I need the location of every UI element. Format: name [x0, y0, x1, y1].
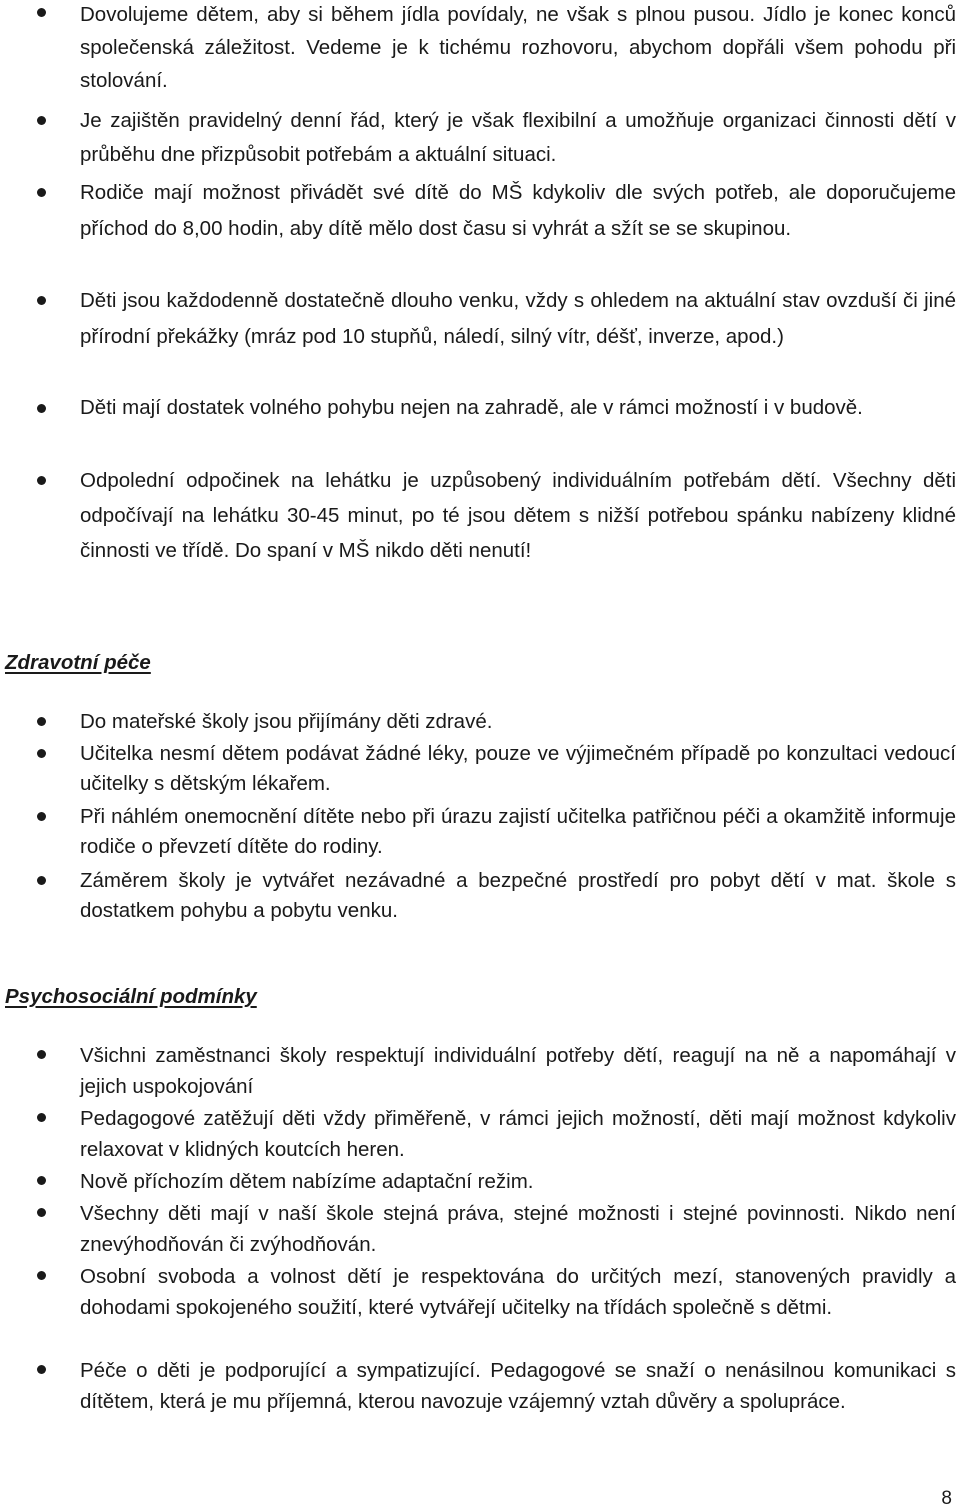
list-item: Odpolední odpočinek na lehátku je uzpůsobený individuálním potřebám dětí. Všechny děti odpočívají na lehátku 30-45 minut, po té jsou dětem s nižší potřebou spánku nabízeny klidné činnosti ve třídě. Do spaní v MŠ nikdo děti nenutí! — [80, 469, 956, 562]
list-bullet — [37, 476, 46, 485]
list-item: Rodiče mají možnost přivádět své dítě do MŠ kdykoliv dle svých potřeb, ale doporučujeme příchod do 8,00 hodin, aby dítě mělo dost času si vyhrát a sžít se se skupinou. — [80, 181, 956, 240]
list-item: Osobní svoboda a volnost dětí je respektována do určitých mezí, stanovených pravidly a dohodami spokojeného soužití, které vytvářejí učitelky na třídách společně s dětmi. — [80, 1265, 956, 1319]
list-bullet — [37, 1050, 46, 1059]
list-bullet — [37, 116, 46, 125]
list-item: Při náhlém onemocnění dítěte nebo při úrazu zajistí učitelka patřičnou péči a okamžitě informuje rodiče o převzetí dítěte do rodiny. — [80, 805, 956, 858]
list-item: Všechny děti mají v naší škole stejná práva, stejné možnosti i stejné povinnosti. Nikdo není znevýhodňován či zvýhodňován. — [80, 1202, 956, 1256]
list-bullet — [37, 1365, 46, 1374]
list-item: Všichni zaměstnanci školy respektují individuální potřeby dětí, reagují na ně a napomáhají v jejich uspokojování — [80, 1044, 956, 1098]
list-bullet — [37, 8, 46, 17]
list-item: Děti mají dostatek volného pohybu nejen na zahradě, ale v rámci možností i v budově. — [80, 396, 863, 419]
list-item: Dovolujeme dětem, aby si během jídla povídaly, ne však s plnou pusou. Jídlo je konec konců společenská záležitost. Vedeme je k tichému rozhovoru, abychom dopřáli všem pohodu při stolování. — [80, 3, 956, 92]
list-bullet — [37, 404, 46, 413]
list-bullet — [37, 717, 46, 726]
list-item: Nově příchozím dětem nabízíme adaptační režim. — [80, 1170, 534, 1193]
list-bullet — [37, 876, 46, 885]
list-item: Je zajištěn pravidelný denní řád, který je však flexibilní a umožňuje organizaci činnosti dětí v průběhu dne přizpůsobit potřebám a aktuální situaci. — [80, 109, 956, 166]
list-bullet — [37, 1208, 46, 1217]
list-bullet — [37, 1271, 46, 1280]
list-bullet — [37, 296, 46, 305]
list-item: Pedagogové zatěžují děti vždy přiměřeně, v rámci jejich možností, děti mají možnost kdykoliv relaxovat v klidných koutcích heren. — [80, 1107, 956, 1161]
list-bullet — [37, 1176, 46, 1185]
list-bullet — [37, 749, 46, 758]
list-item: Děti jsou každodenně dostatečně dlouho venku, vždy s ohledem na aktuální stav ovzduší či jiné přírodní překážky (mráz pod 10 stupňů, náledí, silný vítr, déšť, inverze, apod.) — [80, 289, 956, 348]
section-heading-health-care: Zdravotní péče — [5, 651, 151, 674]
list-bullet — [37, 1113, 46, 1122]
list-item: Záměrem školy je vytvářet nezávadné a bezpečné prostředí pro pobyt dětí v mat. škole s dostatkem pohybu a pobytu venku. — [80, 869, 956, 922]
list-item: Péče o děti je podporující a sympatizující. Pedagogové se snaží o nenásilnou komunikaci s dítětem, která je mu příjemná, kterou navozuje vzájemný vztah důvěry a spolupráce. — [80, 1359, 956, 1413]
list-item: Učitelka nesmí dětem podávat žádné léky, pouze ve výjimečném případě po konzultaci vedoucí učitelky s dětským lékařem. — [80, 742, 956, 795]
list-bullet — [37, 188, 46, 197]
page-number: 8 — [941, 1488, 952, 1509]
section-heading-psychosocial-conditions: Psychosociální podmínky — [5, 985, 257, 1008]
list-bullet — [37, 812, 46, 821]
list-item: Do mateřské školy jsou přijímány děti zdravé. — [80, 710, 493, 733]
